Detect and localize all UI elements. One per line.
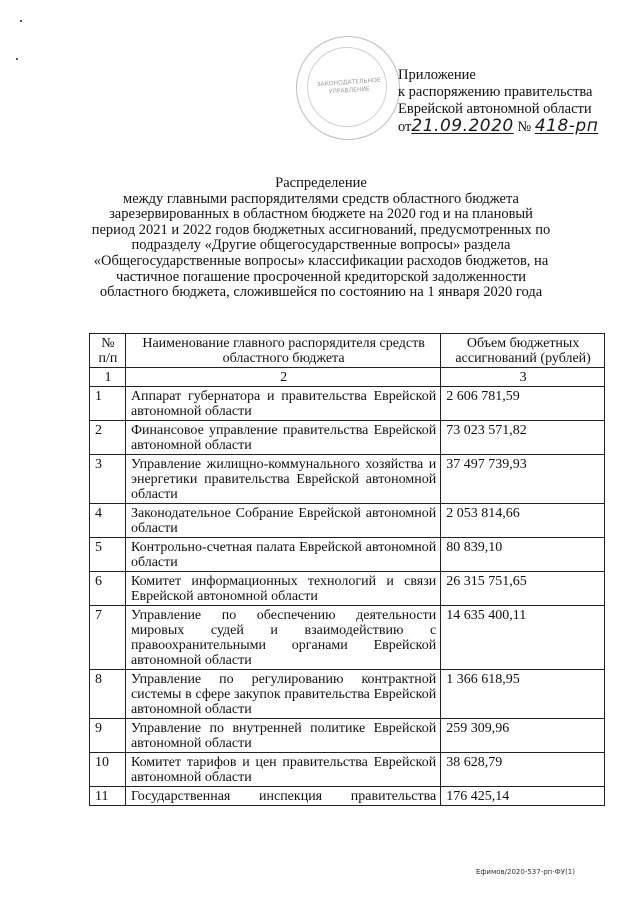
handwritten-date: 21.09.2020 — [411, 116, 514, 136]
row-name: Комитет информационных технологий и связи Еврейской автономной области — [125, 572, 440, 606]
table-row — [90, 606, 605, 670]
row-name: Государственная инспекция правительства — [125, 787, 440, 806]
row-amount: 73 023 571,82 — [441, 421, 605, 455]
appendix-region-line: Еврейской автономной области — [398, 101, 592, 117]
scan-speck — [16, 58, 18, 60]
table-row — [90, 719, 605, 753]
table-row — [90, 670, 605, 719]
row-amount: 80 839,10 — [441, 538, 605, 572]
appendix-prefix: от — [398, 119, 412, 135]
appendix-date-number — [398, 118, 618, 136]
row-name: Управление по обеспечению деятельности мировых судей и взаимодействию с правоохранительными органами Еврейской автономной области — [125, 606, 440, 670]
appendix-label: Приложение — [398, 67, 476, 83]
row-name: Управление по внутренней политике Еврейской автономной области — [125, 719, 440, 753]
title-body: между главными распорядителями средств областного бюджета зарезервированных в областном бюджете на 2020 год и на плановый период 2021 и 2022 годов бюджетных ассигнований, предусмотренных по подразделу «Другие общегосударственные вопросы» раздела «Общегосударственные вопросы» классификации расходов бюджетов, на частичное погашение просроченной кредиторской задолженности областного бюджета, сложившейся по состоянию на 1 января 2020 года — [91, 190, 551, 301]
document-code-footer: Ефимов/2020-537-рп-ФУ(1) — [476, 868, 575, 876]
row-amount: 37 497 739,93 — [441, 455, 605, 504]
row-number: 6 — [90, 572, 126, 606]
official-stamp — [296, 36, 400, 140]
column-number: 3 — [441, 368, 605, 387]
table-row — [90, 538, 605, 572]
column-number: 2 — [125, 368, 440, 387]
header-amount: Объем бюджетных ассигнований (рублей) — [441, 334, 605, 368]
row-amount: 14 635 400,11 — [441, 606, 605, 670]
row-amount: 26 315 751,65 — [441, 572, 605, 606]
row-amount: 2 606 781,59 — [441, 387, 605, 421]
table-row — [90, 504, 605, 538]
row-number: 5 — [90, 538, 126, 572]
title-heading: Распределение — [275, 175, 367, 191]
handwritten-number: 418-рп — [534, 116, 599, 136]
row-name: Аппарат губернатора и правительства Еврейской автономной области — [125, 387, 440, 421]
column-number-row — [90, 368, 605, 387]
table-row — [90, 455, 605, 504]
row-name: Законодательное Собрание Еврейской автономной области — [125, 504, 440, 538]
stamp-text-line: УПРАВЛЕНИЕ — [328, 85, 370, 96]
table-header-row — [90, 334, 605, 368]
table-row — [90, 787, 605, 806]
row-amount: 1 366 618,95 — [441, 670, 605, 719]
row-number: 3 — [90, 455, 126, 504]
document-title — [86, 176, 556, 301]
header-name: Наименование главного распорядителя средств областного бюджета — [125, 334, 440, 368]
row-number: 2 — [90, 421, 126, 455]
row-amount: 259 309,96 — [441, 719, 605, 753]
row-amount: 2 053 814,66 — [441, 504, 605, 538]
row-name: Комитет тарифов и цен правительства Еврейской автономной области — [125, 753, 440, 787]
row-name: Управление жилищно-коммунального хозяйства и энергетики правительства Еврейской автономной области — [125, 455, 440, 504]
scan-speck — [20, 20, 22, 22]
header-num: № п/п — [90, 334, 126, 368]
row-number: 11 — [90, 787, 126, 806]
table-row — [90, 421, 605, 455]
table-row — [90, 572, 605, 606]
row-amount: 176 425,14 — [441, 787, 605, 806]
table-row — [90, 387, 605, 421]
row-amount: 38 628,79 — [441, 753, 605, 787]
column-number: 1 — [90, 368, 126, 387]
row-number: 8 — [90, 670, 126, 719]
allocation-table — [89, 333, 605, 806]
row-name: Управление по регулированию контрактной системы в сфере закупок правительства Еврейской автономной области — [125, 670, 440, 719]
row-number: 7 — [90, 606, 126, 670]
row-number: 4 — [90, 504, 126, 538]
row-number: 1 — [90, 387, 126, 421]
stamp-text-line: ЗАКОНОДАТЕЛЬНОЕ — [316, 76, 381, 89]
appendix-block — [398, 67, 618, 136]
appendix-order-line: к распоряжению правительства — [398, 84, 593, 100]
number-sign: № — [517, 119, 532, 135]
row-number: 10 — [90, 753, 126, 787]
row-number: 9 — [90, 719, 126, 753]
row-name: Контрольно-счетная палата Еврейской автономной области — [125, 538, 440, 572]
row-name: Финансовое управление правительства Еврейской автономной области — [125, 421, 440, 455]
table-row — [90, 753, 605, 787]
